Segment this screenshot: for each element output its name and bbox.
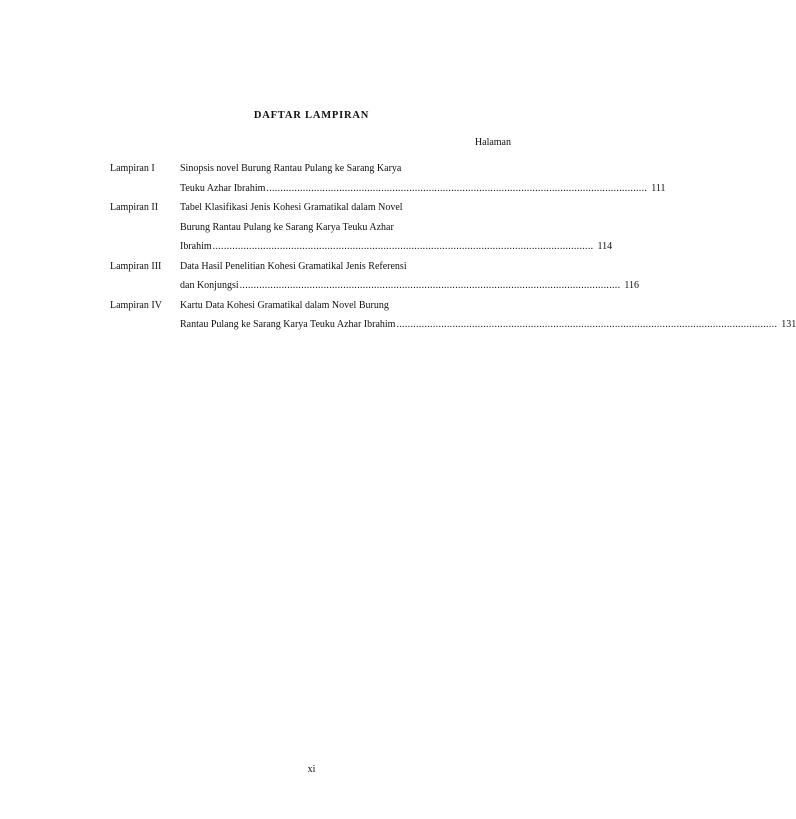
appendix-list [110, 159, 796, 335]
leader-line [180, 179, 666, 199]
entry-line-last [110, 237, 613, 257]
appendix-page-number: 111 [651, 182, 666, 194]
entry-line [110, 257, 490, 277]
appendix-label: Lampiran IV [110, 299, 162, 311]
appendix-label: Lampiran II [110, 202, 159, 213]
appendix-entry-4 [110, 296, 796, 335]
appendix-title-line: Sinopsis novel Burung Rantau Pulang ke Sarang Karya [180, 163, 402, 174]
entry-line [110, 218, 490, 238]
appendix-entry-3 [110, 257, 640, 296]
leader-line [180, 276, 640, 296]
page-title: DAFTAR LAMPIRAN [253, 110, 370, 121]
dot-leader: ........................................................................................................................................ [239, 280, 621, 291]
page-column-header: Halaman [474, 137, 511, 148]
page-number: xi [307, 764, 316, 775]
appendix-title-line: Ibrahim [180, 241, 212, 252]
appendix-entry-2 [110, 198, 613, 257]
entry-line-last [110, 276, 640, 296]
leader-line [180, 315, 796, 335]
appendix-title-line: Rantau Pulang ke Sarang Karya Teuku Azhar Ibrahim [180, 319, 396, 330]
leader-line [180, 237, 613, 257]
dot-leader: ........................................................................................................................................ [266, 182, 648, 194]
appendix-label: Lampiran III [110, 260, 162, 272]
entry-line [110, 296, 490, 316]
appendix-title-line: Data Hasil Penelitian Kohesi Gramatikal Jenis Referensi [180, 260, 407, 272]
appendix-title-line: Burung Rantau Pulang ke Sarang Karya Teuku Azhar [180, 221, 394, 233]
appendix-entry-1 [110, 159, 666, 198]
appendix-title-line: Tabel Klasifikasi Jenis Kohesi Gramatikal dalam Novel [180, 202, 403, 213]
appendix-page-number: 114 [597, 241, 613, 252]
appendix-label: Lampiran I [110, 163, 155, 174]
entry-line [110, 159, 490, 179]
appendix-title-line: Kartu Data Kohesi Gramatikal dalam Novel Burung [180, 299, 389, 311]
appendix-page-number: 116 [624, 280, 640, 291]
entry-line-last [110, 315, 796, 335]
dot-leader: ........................................................................................................................................ [396, 319, 778, 330]
appendix-title-line: Teuku Azhar Ibrahim [180, 182, 266, 194]
entry-line-last [110, 179, 666, 199]
entry-line [110, 198, 490, 218]
appendix-title-line: dan Konjungsi [180, 280, 239, 291]
dot-leader: ........................................................................................................................................ [212, 241, 594, 252]
appendix-page-number: 131 [781, 319, 796, 330]
